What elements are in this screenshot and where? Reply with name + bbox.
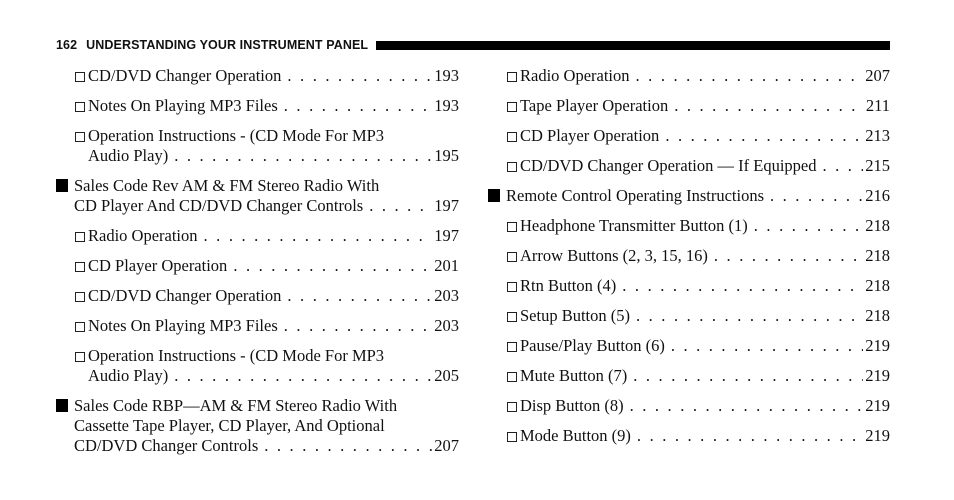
toc-page-number: 216 — [865, 186, 890, 205]
toc-sub-entry — [56, 286, 459, 306]
toc-sub-entry — [488, 306, 890, 326]
filled-square-bullet-icon — [56, 176, 68, 197]
toc-sub-entry — [488, 126, 890, 146]
dot-leader — [174, 146, 432, 166]
toc-entry-text: Mode Button (9) — [520, 426, 631, 445]
dot-leader — [637, 426, 863, 446]
open-square-bullet-icon — [75, 316, 85, 338]
toc-entry-text: Disp Button (8) — [520, 396, 624, 415]
toc-entry-text: Audio Play) — [88, 366, 169, 385]
toc-page-number: 197 — [434, 226, 459, 245]
toc-entry-text: Remote Control Operating Instructions — [506, 186, 764, 205]
toc-sub-entry — [488, 156, 890, 176]
toc-page-number: 218 — [865, 216, 890, 235]
toc-page-number: 195 — [434, 146, 459, 165]
toc-entry-text: CD/DVD Changer Operation — If Equipped — [520, 156, 817, 175]
toc-entry-text: Notes On Playing MP3 Files — [88, 96, 278, 115]
page-header — [56, 38, 890, 52]
header-rule — [376, 41, 890, 50]
toc-entry-text: CD/DVD Changer Controls — [74, 436, 259, 455]
toc-entry-text: Tape Player Operation — [520, 96, 669, 115]
toc-page-number: 203 — [434, 316, 459, 335]
toc-page-number: 205 — [434, 366, 459, 385]
toc-entry-text: Headphone Transmitter Button (1) — [520, 216, 748, 235]
toc-sub-entry — [56, 346, 459, 386]
open-square-bullet-icon — [507, 66, 517, 88]
open-square-bullet-icon — [507, 216, 517, 238]
toc-page-number: 193 — [434, 96, 459, 115]
toc-sub-entry — [56, 66, 459, 86]
dot-leader — [714, 246, 863, 266]
dot-leader — [233, 256, 432, 276]
dot-leader — [636, 66, 864, 86]
open-square-bullet-icon — [75, 346, 85, 368]
toc-sub-entry — [488, 276, 890, 296]
toc-entry-text: Operation Instructions - (CD Mode For MP3 — [88, 126, 385, 145]
toc-entry-text: Pause/Play Button (6) — [520, 336, 665, 355]
toc-sub-entry — [56, 226, 459, 246]
toc-sub-entry — [488, 426, 890, 446]
dot-leader — [264, 436, 432, 456]
open-square-bullet-icon — [507, 276, 517, 298]
toc-entry-text: CD Player And CD/DVD Changer Controls — [74, 196, 364, 215]
toc-page-number: 218 — [865, 306, 890, 325]
toc-entry-text: Operation Instructions - (CD Mode For MP3 — [88, 346, 385, 365]
toc-page-number: 218 — [865, 246, 890, 265]
toc-page-number: 219 — [865, 336, 890, 355]
toc-entry-text: Sales Code Rev AM & FM Stereo Radio With — [74, 176, 380, 195]
toc-entry-text: Rtn Button (4) — [520, 276, 617, 295]
dot-leader — [204, 226, 433, 246]
dot-leader — [665, 126, 863, 146]
dot-leader — [369, 196, 432, 216]
toc-page-number: 193 — [434, 66, 459, 85]
toc-page-number: 219 — [865, 396, 890, 415]
toc-page-number: 201 — [434, 256, 459, 275]
open-square-bullet-icon — [507, 336, 517, 358]
filled-square-bullet-icon — [56, 396, 68, 417]
dot-leader — [822, 156, 863, 176]
open-square-bullet-icon — [75, 66, 85, 88]
open-square-bullet-icon — [507, 396, 517, 418]
open-square-bullet-icon — [507, 156, 517, 178]
toc-entry-text: Notes On Playing MP3 Files — [88, 316, 278, 335]
toc-page-number: 203 — [434, 286, 459, 305]
toc-entry-text: Setup Button (5) — [520, 306, 630, 325]
toc-entry-text: CD Player Operation — [520, 126, 660, 145]
open-square-bullet-icon — [75, 256, 85, 278]
dot-leader — [630, 396, 864, 416]
toc-sub-entry — [56, 316, 459, 336]
open-square-bullet-icon — [75, 226, 85, 248]
toc-entry-text: CD/DVD Changer Operation — [88, 286, 282, 305]
dot-leader — [636, 306, 863, 326]
page-number: 162 — [56, 38, 78, 52]
dot-leader — [622, 276, 863, 296]
toc-sub-entry — [488, 96, 890, 116]
toc-page-number: 207 — [865, 66, 890, 85]
open-square-bullet-icon — [507, 246, 517, 268]
toc-sub-entry — [56, 126, 459, 166]
dot-leader — [674, 96, 864, 116]
toc-main-entry — [56, 176, 459, 216]
open-square-bullet-icon — [507, 96, 517, 118]
dot-leader — [284, 316, 432, 336]
toc-main-entry — [488, 186, 890, 206]
toc-page-number: 207 — [434, 436, 459, 455]
toc-entry-text: Radio Operation — [520, 66, 630, 85]
open-square-bullet-icon — [507, 306, 517, 328]
toc-entry-text: Radio Operation — [88, 226, 198, 245]
open-square-bullet-icon — [75, 96, 85, 118]
toc-entry-text: Cassette Tape Player, CD Player, And Optional — [74, 416, 385, 435]
dot-leader — [671, 336, 863, 356]
toc-main-entry — [56, 396, 459, 456]
toc-page-number: 197 — [434, 196, 459, 215]
open-square-bullet-icon — [75, 286, 85, 308]
toc-entry-text: CD/DVD Changer Operation — [88, 66, 282, 85]
toc-entry-text: Audio Play) — [88, 146, 169, 165]
dot-leader — [287, 66, 432, 86]
dot-leader — [287, 286, 432, 306]
toc-sub-entry — [488, 66, 890, 86]
toc-sub-entry — [488, 246, 890, 266]
toc-sub-entry — [488, 396, 890, 416]
open-square-bullet-icon — [507, 126, 517, 148]
toc-sub-entry — [488, 366, 890, 386]
dot-leader — [284, 96, 432, 116]
toc-entry-text: Mute Button (7) — [520, 366, 628, 385]
toc-entry-text: CD Player Operation — [88, 256, 228, 275]
toc-sub-entry — [488, 336, 890, 356]
dot-leader — [770, 186, 863, 206]
toc-entry-text: Sales Code RBP—AM & FM Stereo Radio With — [74, 396, 398, 415]
toc-left-column — [56, 66, 459, 466]
toc-page-number: 219 — [865, 426, 890, 445]
open-square-bullet-icon — [507, 426, 517, 448]
toc-page-number: 218 — [865, 276, 890, 295]
open-square-bullet-icon — [75, 126, 85, 148]
open-square-bullet-icon — [507, 366, 517, 388]
toc-page-number: 213 — [865, 126, 890, 145]
dot-leader — [174, 366, 432, 386]
toc-sub-entry — [488, 216, 890, 236]
toc-page-number: 215 — [865, 156, 890, 175]
filled-square-bullet-icon — [488, 186, 500, 207]
toc-page-number: 219 — [865, 366, 890, 385]
toc-page-number: 211 — [865, 96, 890, 115]
dot-leader — [633, 366, 863, 386]
toc-sub-entry — [56, 256, 459, 276]
toc-sub-entry — [56, 96, 459, 116]
section-title: UNDERSTANDING YOUR INSTRUMENT PANEL — [86, 38, 369, 52]
dot-leader — [754, 216, 863, 236]
toc-entry-text: Arrow Buttons (2, 3, 15, 16) — [520, 246, 708, 265]
toc-right-column — [488, 66, 890, 456]
